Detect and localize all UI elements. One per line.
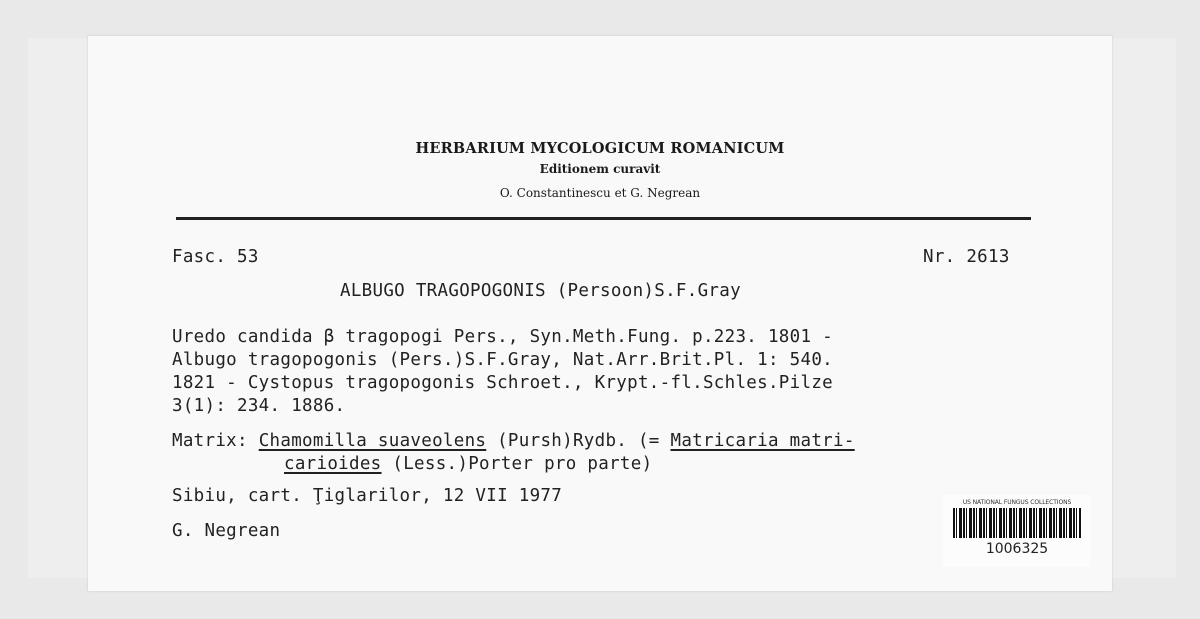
host-author: (Pursh)Rydb. (= <box>486 431 671 451</box>
species-name: ALBUGO TRAGOPOGONIS (Persoon)S.F.Gray <box>340 281 741 301</box>
header-divider <box>176 217 1031 220</box>
herbarium-title: HERBARIUM MYCOLOGICUM ROMANICUM <box>415 140 785 157</box>
barcode-caption: US NATIONAL FUNGUS COLLECTIONS <box>962 499 1072 506</box>
synonymy-line-1: Uredo candida β tragopogi Pers., Syn.Meth.Fung. p.223. 1801 - <box>172 327 833 347</box>
host-name: Chamomilla suaveolens <box>258 431 487 451</box>
collector: G. Negrean <box>172 521 281 541</box>
synonymy-line-2: Albugo tragopogonis (Pers.)S.F.Gray, Nat.Arr.Brit.Pl. 1: 540. <box>172 350 833 370</box>
host-synonym-part1: Matricaria matri- <box>670 431 855 451</box>
barcode-icon <box>953 508 1081 538</box>
synonymy-line-4: 3(1): 234. 1886. <box>172 396 346 416</box>
herbarium-subtitle: Editionem curavit <box>539 162 661 176</box>
fascicle-number: Fasc. 53 <box>172 247 259 267</box>
herbarium-editors: O. Constantinescu et G. Negrean <box>499 186 701 200</box>
barcode-label <box>943 495 1091 567</box>
matrix-label: Matrix: <box>172 431 248 451</box>
host-synonym-rest: (Less.)Porter pro parte) <box>381 454 653 474</box>
matrix-line-1 <box>172 431 855 451</box>
matrix-line-2 <box>284 454 652 474</box>
synonymy-line-3: 1821 - Cystopus tragopogonis Schroet., Krypt.-fl.Schles.Pilze <box>172 373 833 393</box>
exsiccata-number: Nr. 2613 <box>923 247 1010 267</box>
barcode-number: 1006325 <box>985 541 1049 557</box>
locality: Sibiu, cart. Ţiglarilor, 12 VII 1977 <box>172 486 563 506</box>
host-synonym-part2: carioides <box>284 454 382 474</box>
